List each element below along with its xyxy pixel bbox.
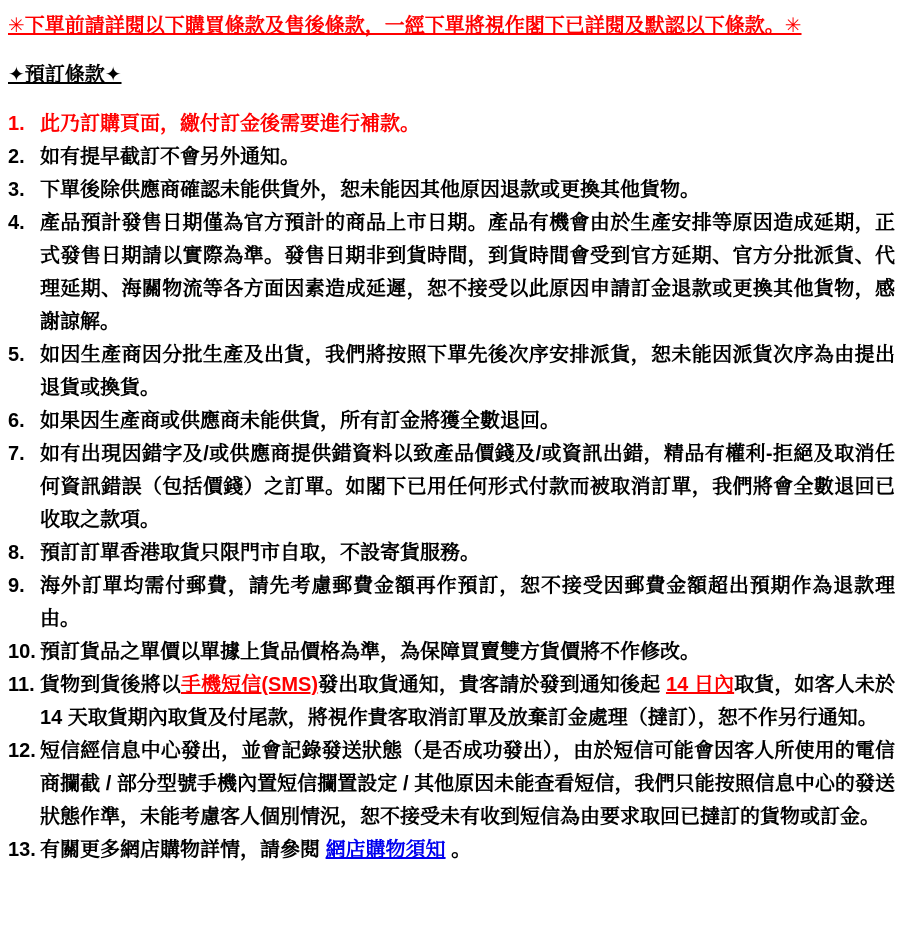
term-item-3	[8, 174, 895, 207]
terms-list	[8, 108, 895, 867]
term-number: 12.	[8, 740, 36, 762]
term-text: 預訂貨品之單價以單據上貨品價格為準，為保障買賣雙方貨價將不作修改。	[40, 641, 700, 663]
term-text: 如有出現因錯字及/或供應商提供錯資料以致產品價錢及/或資訊出錯，精品有權利-拒絕及取消任何資訊錯誤（包括價錢）之訂單。如閣下已用任何形式付款而被取消訂單，我們將會全數退回已收取之款項。	[40, 443, 895, 531]
term-item-12	[8, 735, 895, 834]
term-text-segment: 取貨，如客人未於 14 天取貨期內取貨及付尾款，將視作貴客取消訂單及放棄訂金處理（撻訂），恕不作另行通知。	[40, 674, 896, 729]
term-number: 1.	[8, 113, 25, 135]
term-text: 如因生產商因分批生產及出貨，我們將按照下單先後次序安排派貨，恕未能因派貨次序為由提出退貨或換貨。	[40, 344, 895, 399]
term-text: 如有提早截訂不會另外通知。	[40, 146, 300, 168]
sms-emphasis: 手機短信(SMS)	[180, 674, 319, 696]
term-text: 此乃訂購頁面，繳付訂金後需要進行補款。	[40, 113, 420, 135]
term-number: 10.	[8, 641, 36, 663]
term-text: 預訂訂單香港取貨只限門市自取，不設寄貨服務。	[40, 542, 480, 564]
term-item-9	[8, 570, 895, 636]
term-number: 5.	[8, 344, 25, 366]
term-text: 短信經信息中心發出，並會記錄發送狀態（是否成功發出），由於短信可能會因客人所使用的電信商攔截 / 部分型號手機內置短信攔置設定 / 其他原因未能查看短信，我們只能按照信息中心的發送狀態作準，未能考慮客人個別情況，恕不接受未有收到短信為由要求取回已撻訂的貨物或訂金。	[40, 740, 895, 828]
term-text-segment: 。	[445, 839, 472, 861]
term-text: 產品預計發售日期僅為官方預計的商品上市日期。產品有機會由於生產安排等原因造成延期，正式發售日期請以實際為準。發售日期非到貨時間，到貨時間會受到官方延期、官方分批派貨、代理延期、海關物流等各方面因素造成延遲，恕不接受以此原因申請訂金退款或更換其他貨物，感謝諒解。	[40, 212, 895, 333]
purchase-notice: ✳下單前請詳閱以下購買條款及售後條款，一經下單將視作閣下已詳閱及默認以下條款。✳	[8, 15, 802, 37]
term-text-segment: 貨物到貨後將以	[40, 674, 181, 696]
term-item-4	[8, 207, 895, 339]
term-number: 13.	[8, 839, 36, 861]
term-number: 7.	[8, 443, 25, 465]
term-text: 海外訂單均需付郵費，請先考慮郵費金額再作預訂，恕不接受因郵費金額超出預期作為退款理由。	[40, 575, 895, 630]
term-text	[40, 834, 895, 867]
term-item-11	[8, 669, 895, 735]
section-heading: ✦預訂條款✦	[8, 64, 122, 86]
term-number: 2.	[8, 146, 25, 168]
term-text-segment: 發出取貨通知，貴客請於發到通知後起	[318, 674, 666, 696]
term-item-8	[8, 537, 895, 570]
term-item-13	[8, 834, 895, 867]
term-number: 8.	[8, 542, 25, 564]
term-item-7	[8, 438, 895, 537]
term-item-2	[8, 141, 895, 174]
term-item-5	[8, 339, 895, 405]
term-number: 9.	[8, 575, 25, 597]
term-item-1	[8, 108, 895, 141]
term-text-segment: 有關更多網店購物詳情，請參閱	[40, 839, 326, 861]
term-text: 如果因生產商或供應商未能供貨，所有訂金將獲全數退回。	[40, 410, 560, 432]
shop-guide-link[interactable]: 網店購物須知	[325, 839, 446, 861]
term-text: 下單後除供應商確認未能供貨外，恕未能因其他原因退款或更換其他貨物。	[40, 179, 700, 201]
term-item-10	[8, 636, 895, 669]
term-item-6	[8, 405, 895, 438]
term-number: 6.	[8, 410, 25, 432]
term-number: 4.	[8, 212, 25, 234]
pickup-days-emphasis: 14 日內	[665, 674, 735, 696]
term-number: 11.	[8, 674, 35, 696]
term-number: 3.	[8, 179, 25, 201]
term-text	[40, 669, 895, 735]
